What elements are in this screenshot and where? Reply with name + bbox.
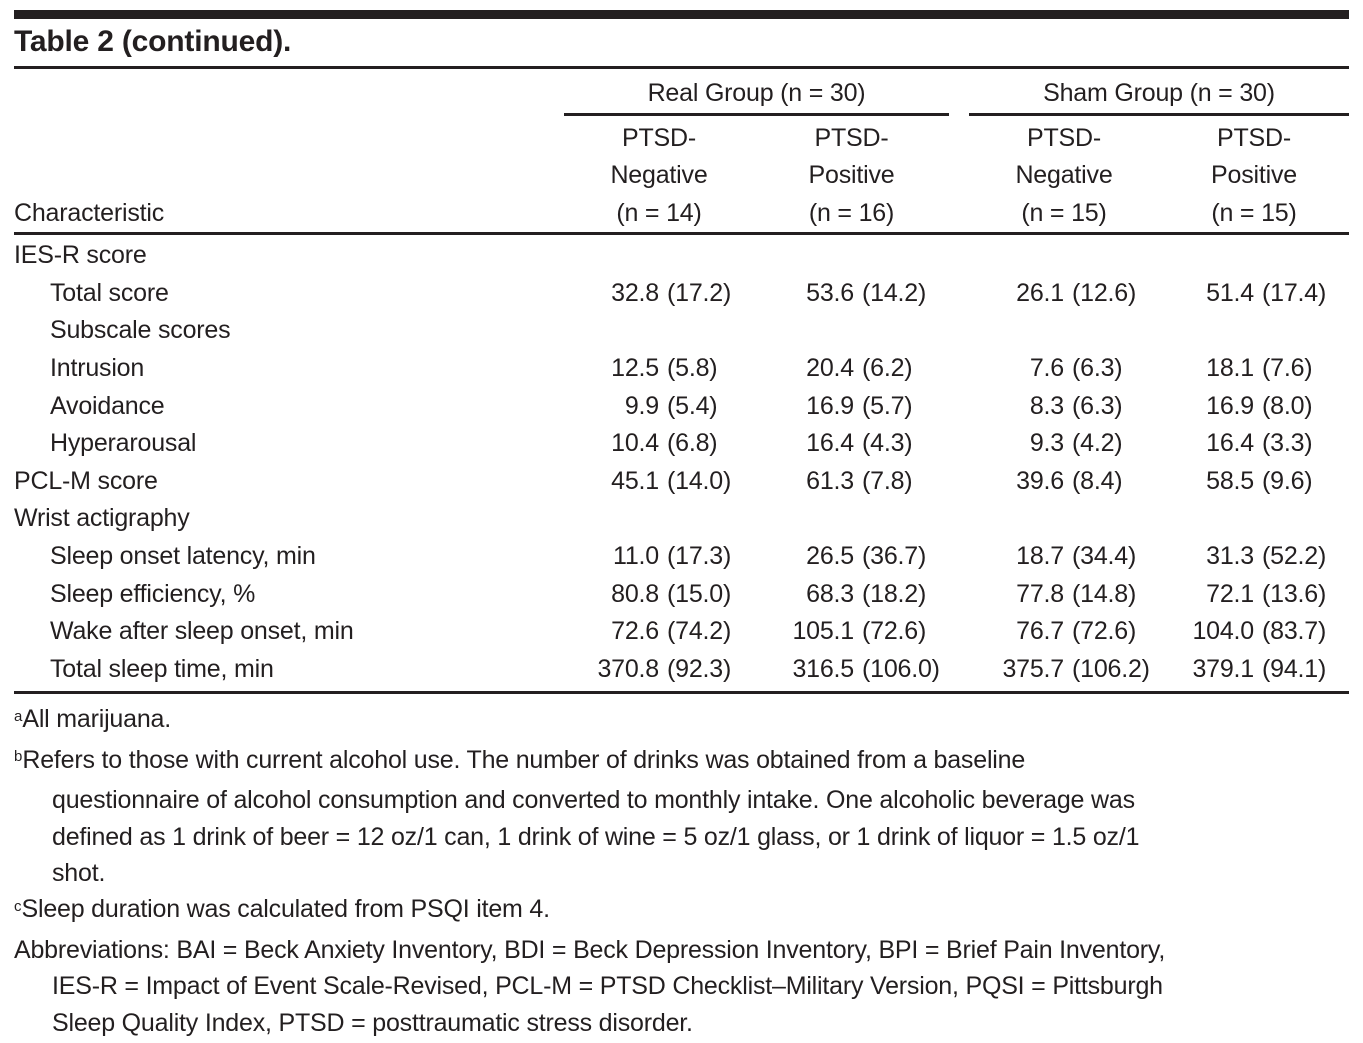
mean-value: 68.3 — [806, 579, 854, 608]
subcolumn-header-row — [14, 116, 1349, 232]
mean-value: 16.9 — [1206, 391, 1254, 420]
data-cell — [754, 576, 949, 614]
data-cell — [969, 388, 1159, 426]
data-cell — [1159, 388, 1349, 426]
table-row — [14, 350, 1349, 388]
sd-value: (8.4) — [1072, 466, 1123, 495]
footnote-continuation-line — [14, 855, 1349, 891]
subcolumn-header — [754, 120, 949, 232]
data-cell — [564, 312, 754, 350]
sd-value: (5.4) — [667, 391, 718, 420]
data-cell — [969, 350, 1159, 388]
data-cell — [754, 538, 949, 576]
footnote-marker: c — [14, 897, 22, 915]
mean-value: 12.5 — [611, 354, 659, 382]
subcolumn-header — [564, 120, 754, 232]
sd-value: (14.2) — [862, 278, 927, 307]
subcolumn-line: (n = 15) — [1211, 198, 1297, 227]
table-row — [14, 613, 1349, 651]
subcolumn-line: Positive — [808, 161, 895, 190]
sd-value: (4.2) — [1072, 429, 1123, 458]
data-cell — [754, 388, 949, 426]
data-cell — [1159, 500, 1349, 538]
row-label: Hyperarousal — [50, 429, 197, 458]
subcolumn-line: Negative — [610, 161, 708, 190]
table-row — [14, 538, 1349, 576]
data-cell — [564, 500, 754, 538]
mean-value: 20.4 — [806, 354, 854, 382]
sd-value: (14.8) — [1072, 579, 1137, 608]
footnote-line — [14, 742, 1349, 782]
footnote-continuation-line — [14, 968, 1349, 1004]
row-label: Avoidance — [50, 391, 165, 420]
mean-value: 7.6 — [1029, 354, 1064, 382]
data-cell — [1159, 538, 1349, 576]
data-cell — [969, 651, 1159, 689]
data-cell — [1159, 613, 1349, 651]
subcolumn-line: PTSD- — [1026, 124, 1101, 152]
mean-value: 9.9 — [624, 391, 659, 420]
mean-value: 53.6 — [806, 278, 854, 307]
data-cell — [564, 350, 754, 388]
data-cell — [969, 613, 1159, 651]
footnote-text: Sleep duration was calculated from PSQI item 4. — [21, 895, 550, 924]
data-cell — [969, 237, 1159, 275]
data-cell — [564, 538, 754, 576]
footnote-text: Refers to those with current alcohol use. The number of drinks was obtained from a baseline — [22, 745, 1026, 774]
sd-value: (6.3) — [1072, 391, 1123, 420]
row-label: Sleep onset latency, min — [50, 541, 316, 570]
data-cell — [1159, 463, 1349, 501]
mean-value: 32.8 — [611, 278, 659, 307]
sd-value: (74.2) — [667, 617, 732, 646]
data-cell — [969, 425, 1159, 463]
footnote-text: All marijuana. — [22, 705, 171, 734]
mean-value: 51.4 — [1206, 278, 1254, 307]
table-row — [14, 275, 1349, 313]
footnote-text: shot. — [52, 858, 106, 887]
sd-value: (9.6) — [1262, 466, 1313, 495]
sd-value: (13.6) — [1262, 579, 1327, 608]
footnotes — [14, 694, 1349, 1041]
table-row — [14, 463, 1349, 501]
mean-value: 16.4 — [806, 429, 854, 458]
sd-value: (5.7) — [862, 391, 913, 420]
subcolumn-line: Positive — [1211, 161, 1297, 190]
data-cell — [969, 463, 1159, 501]
sd-value: (34.4) — [1072, 541, 1137, 570]
row-label: Wrist actigraphy — [14, 504, 190, 533]
row-label: Total score — [50, 278, 169, 307]
sd-value: (6.3) — [1072, 354, 1123, 382]
footnote-line — [14, 891, 1349, 931]
row-label: Subscale scores — [50, 316, 231, 345]
subcolumn-header — [1159, 120, 1349, 232]
mean-value: 10.4 — [611, 429, 659, 458]
sd-value: (106.0) — [862, 654, 940, 683]
footnote-continuation-line — [14, 819, 1349, 855]
data-cell — [969, 576, 1159, 614]
table-title: Table 2 (continued). — [14, 25, 292, 58]
row-label: Total sleep time, min — [50, 654, 274, 683]
subcolumn-line: Negative — [1015, 161, 1113, 190]
data-cell — [564, 576, 754, 614]
sd-value: (36.7) — [862, 541, 927, 570]
data-cell — [754, 312, 949, 350]
data-cell — [754, 500, 949, 538]
table-row — [14, 237, 1349, 275]
mean-value: 316.5 — [792, 654, 854, 683]
sd-value: (3.3) — [1262, 429, 1313, 458]
sd-value: (6.8) — [667, 429, 718, 458]
subcolumn-header — [969, 120, 1159, 232]
sd-value: (8.0) — [1262, 391, 1313, 420]
footnote-text: defined as 1 drink of beer = 12 oz/1 can, 1 drink of wine = 5 oz/1 glass, or 1 drink of liquor = 1.5 oz/1 — [52, 822, 1140, 851]
mean-value: 58.5 — [1206, 466, 1254, 495]
subcolumn-line: (n = 16) — [808, 198, 895, 227]
sd-value: (14.0) — [667, 466, 732, 495]
mean-value: 72.1 — [1206, 579, 1254, 608]
mean-value: 72.6 — [611, 617, 659, 646]
row-label: Wake after sleep onset, min — [50, 617, 354, 646]
mean-value: 39.6 — [1016, 466, 1064, 495]
sd-value: (15.0) — [667, 579, 732, 608]
subcolumn-line: (n = 15) — [1021, 198, 1107, 227]
data-cell — [754, 463, 949, 501]
mean-value: 18.7 — [1016, 541, 1064, 570]
data-cell — [564, 275, 754, 313]
sd-value: (12.6) — [1072, 278, 1137, 307]
mean-value: 61.3 — [806, 466, 854, 495]
sd-value: (6.2) — [862, 354, 913, 382]
footnote-text: questionnaire of alcohol consumption and converted to monthly intake. One alcoholic beverage was — [52, 786, 1135, 815]
footnote-continuation-line — [14, 782, 1349, 818]
row-label: Sleep efficiency, % — [50, 579, 256, 608]
data-cell — [754, 651, 949, 689]
mean-value: 8.3 — [1029, 391, 1064, 420]
sd-value: (17.4) — [1262, 278, 1327, 307]
paper-table-page — [0, 10, 1363, 1043]
data-cell — [564, 613, 754, 651]
data-cell — [1159, 275, 1349, 313]
sd-value: (4.3) — [862, 429, 913, 458]
sd-value: (72.6) — [1072, 617, 1137, 646]
data-cell — [564, 651, 754, 689]
data-cell — [564, 388, 754, 426]
footnote-marker: a — [14, 707, 23, 725]
data-cell — [1159, 576, 1349, 614]
sd-value: (106.2) — [1072, 654, 1150, 683]
data-cell — [969, 538, 1159, 576]
sd-value: (18.2) — [862, 579, 927, 608]
sd-value: (17.3) — [667, 541, 732, 570]
sd-value: (5.8) — [667, 354, 718, 382]
sd-value: (94.1) — [1262, 654, 1327, 683]
row-label: PCL-M score — [14, 466, 158, 495]
data-cell — [564, 463, 754, 501]
table-row — [14, 500, 1349, 538]
sd-value: (52.2) — [1262, 541, 1327, 570]
data-cell — [969, 312, 1159, 350]
mean-value: 370.8 — [597, 654, 659, 683]
data-cell — [754, 237, 949, 275]
data-cell — [1159, 237, 1349, 275]
sd-value: (17.2) — [667, 278, 732, 307]
subcolumn-line: PTSD- — [1216, 124, 1291, 152]
row-label: IES-R score — [14, 241, 147, 270]
data-cell — [754, 275, 949, 313]
subcolumn-line: PTSD- — [814, 124, 889, 152]
mean-value: 45.1 — [611, 466, 659, 495]
data-cell — [969, 500, 1159, 538]
data-cell — [754, 350, 949, 388]
mean-value: 26.1 — [1016, 278, 1064, 307]
mean-value: 16.4 — [1206, 429, 1254, 458]
mean-value: 77.8 — [1016, 579, 1064, 608]
mean-value: 11.0 — [612, 541, 659, 570]
subcolumn-line: (n = 14) — [616, 198, 702, 227]
data-cell — [564, 237, 754, 275]
footnote-text: IES-R = Impact of Event Scale-Revised, PCL-M = PTSD Checklist–Military Version, PQSI = Pittsburgh — [52, 972, 1163, 1001]
data-cell — [754, 613, 949, 651]
footnote-marker: b — [14, 748, 23, 765]
table-row — [14, 576, 1349, 614]
mean-value: 16.9 — [806, 391, 854, 420]
mean-value: 379.1 — [1192, 654, 1254, 683]
table-row — [14, 425, 1349, 463]
table-row — [14, 651, 1349, 689]
sd-value: (83.7) — [1262, 617, 1327, 646]
mean-value: 375.7 — [1002, 654, 1064, 683]
sd-value: (7.6) — [1262, 354, 1313, 382]
data-cell — [969, 275, 1159, 313]
mean-value: 76.7 — [1016, 617, 1064, 646]
group-header-row — [14, 78, 1349, 116]
footnote-text: Abbreviations: BAI = Beck Anxiety Inventory, BDI = Beck Depression Inventory, BPI = Brief Pain Inventory, — [14, 935, 1166, 964]
mean-value: 26.5 — [806, 541, 854, 570]
top-thick-rule — [14, 10, 1349, 19]
mean-value: 104.0 — [1192, 617, 1254, 646]
mean-value: 18.1 — [1206, 354, 1254, 382]
footnote-line — [14, 701, 1349, 741]
data-cell — [564, 425, 754, 463]
footnote-text: Sleep Quality Index, PTSD = posttraumatic stress disorder. — [52, 1008, 693, 1037]
mean-value: 31.3 — [1206, 541, 1254, 570]
group-header-sham: Sham Group (n = 30) — [969, 78, 1349, 116]
mean-value: 80.8 — [611, 579, 659, 608]
table-row — [14, 312, 1349, 350]
sd-value: (7.8) — [862, 466, 913, 495]
data-cell — [1159, 425, 1349, 463]
table-body — [14, 235, 1349, 691]
group-header-real: Real Group (n = 30) — [564, 78, 949, 116]
sd-value: (92.3) — [667, 654, 732, 683]
footnote-line — [14, 932, 1349, 968]
data-cell — [1159, 312, 1349, 350]
row-label: Intrusion — [50, 354, 145, 382]
mean-value: 105.1 — [792, 617, 854, 646]
sd-value: (72.6) — [862, 617, 927, 646]
table-row — [14, 388, 1349, 426]
footnote-continuation-line — [14, 1005, 1349, 1041]
characteristic-header: Characteristic — [14, 198, 165, 227]
subcolumn-line: PTSD- — [621, 124, 696, 152]
data-cell — [1159, 651, 1349, 689]
data-cell — [754, 425, 949, 463]
mean-value: 9.3 — [1029, 429, 1064, 458]
data-cell — [1159, 350, 1349, 388]
table-header — [14, 69, 1349, 232]
